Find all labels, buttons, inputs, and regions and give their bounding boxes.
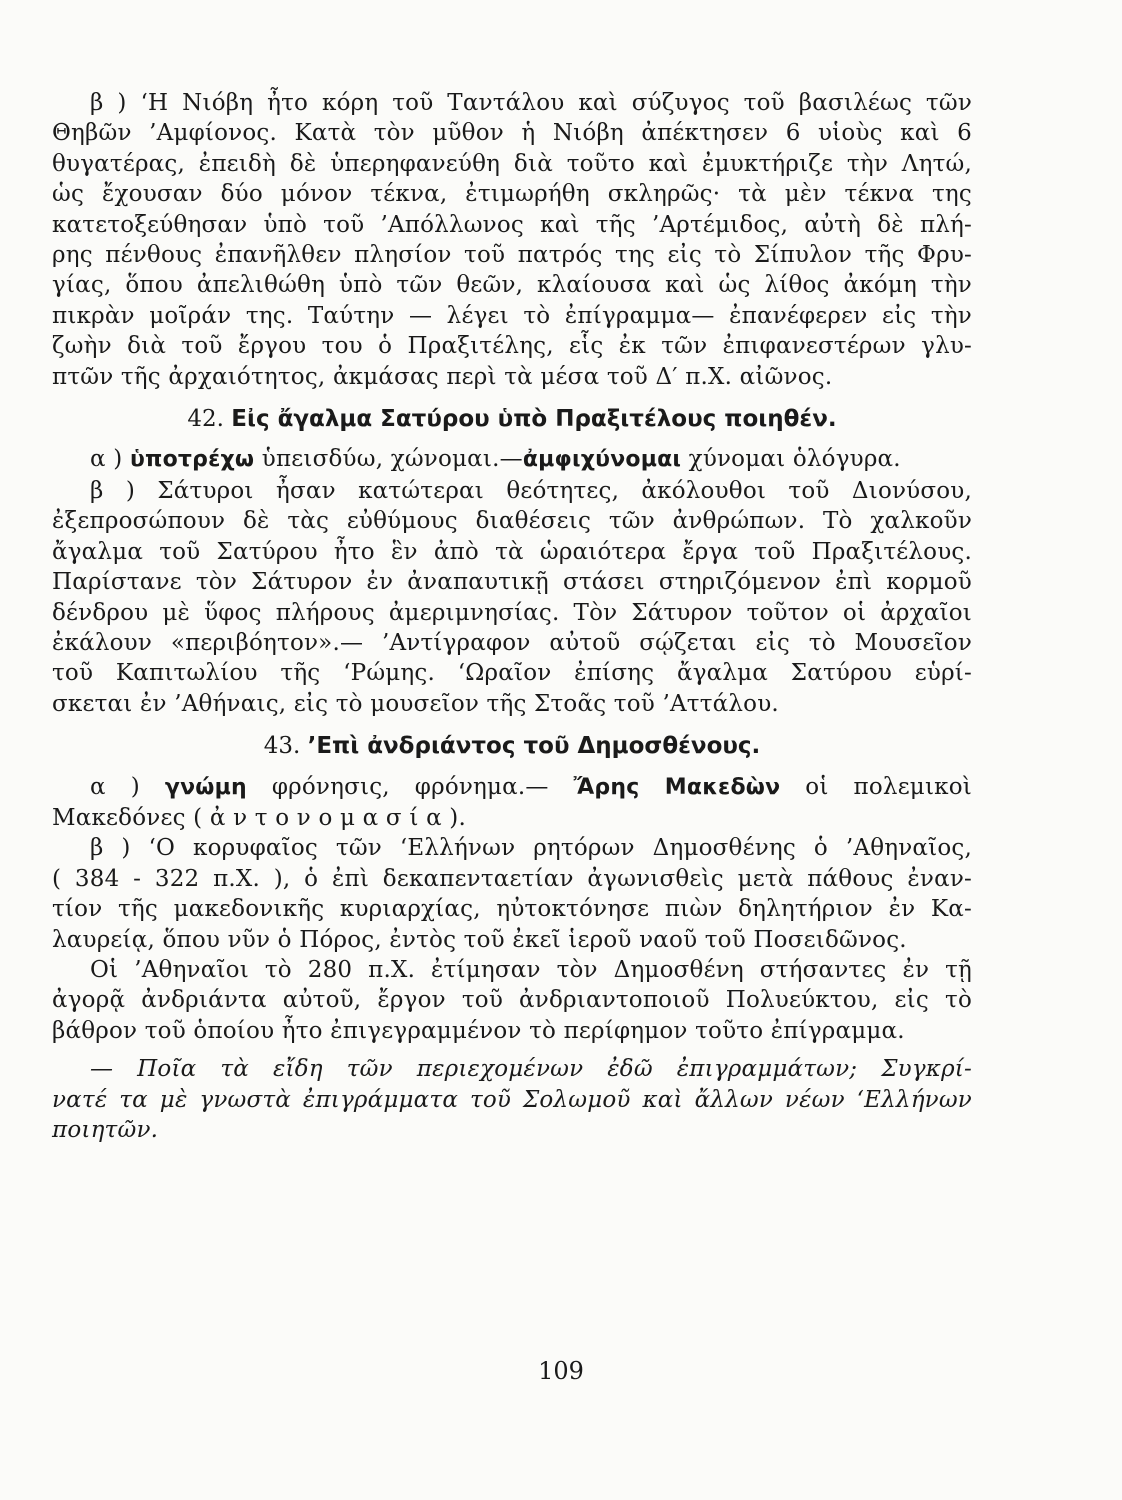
text-line: [52, 598, 972, 628]
text-line: [52, 270, 972, 300]
text-line: [52, 1016, 972, 1046]
bold-term: Ἄρης Μακεδὼν: [573, 774, 781, 800]
heading-title: Εἰς ἄγαλμα Σατύρου ὑπὸ Πραξιτέλους ποιηθέν.: [231, 406, 837, 433]
text-run: πικρὰν μοῖράν της. Ταύτην — λέγει τὸ ἐπίγραμμα— ἐπανέφερεν εἰς τὴν: [52, 302, 972, 329]
text-line: [52, 925, 972, 955]
text-run: θυγατέρας, ἐπειδὴ δὲ ὑπερηφανεύθη διὰ τοῦτο καὶ ἐμυκτήριζε τὴν Λητώ,: [52, 150, 972, 177]
heading-42: [52, 404, 972, 434]
text-line: [52, 331, 972, 361]
text-run: β ) ‘Ο κορυφαῖος τῶν ‘Ελλήνων ρητόρων Δημοσθένης ὁ ’Αθηναῖος,: [90, 835, 972, 862]
text-line: [52, 689, 972, 719]
text-line: [52, 1054, 972, 1084]
text-line: [52, 864, 972, 894]
text-run: χύνομαι ὁλόγυρα.: [681, 446, 901, 473]
text-line: [52, 362, 972, 392]
text-run: β ) Σάτυροι ἦσαν κατώτεραι θεότητες, ἀκόλουθοι τοῦ Διονύσου,: [90, 477, 972, 504]
text-run: νατέ τα μὲ γνωστὰ ἐπιγράμματα τοῦ Σολωμοῦ καὶ ἄλλων νέων ‘Ελλήνων: [52, 1086, 972, 1113]
text-run: Οἱ ’Αθηναῖοι τὸ 280 π.Χ. ἐτίμησαν τὸν Δημοσθένη στήσαντες ἐν τῇ: [90, 956, 972, 983]
text-line: [52, 803, 972, 833]
text-line: [52, 476, 972, 506]
text-run: τοῦ Καπιτωλίου τῆς ‘Ρώμης. ‘Ωραῖον ἐπίσης ἄγαλμα Σατύρου εὑρί-: [52, 660, 972, 687]
text-line: [52, 658, 972, 688]
text-run: λαυρείᾳ, ὅπου νῦν ὁ Πόρος, ἐντὸς τοῦ ἐκεῖ ἱεροῦ ναοῦ τοῦ Ποσειδῶνος.: [52, 926, 907, 953]
page-number: 109: [538, 1357, 584, 1385]
text-run: πτῶν τῆς ἀρχαιότητος, ἀκμάσας περὶ τὰ μέσα τοῦ Δ′ π.Χ. αἰῶνος.: [52, 363, 833, 390]
text-run: ρης πένθους ἐπανῆλθεν πλησίον τοῦ πατρός της εἰς τὸ Σίπυλον τῆς Φρυ-: [52, 242, 972, 269]
text-run: ἐκάλουν «περιβόητον».— ’Αντίγραφον αὐτοῦ σῴζεται εἰς τὸ Μουσεῖον: [52, 629, 972, 656]
text-line: [52, 179, 972, 209]
text-line: [52, 301, 972, 331]
text-run: ἀγορᾷ ἀνδριάντα αὐτοῦ, ἔργον τοῦ ἀνδριαντοποιοῦ Πολυεύκτου, εἰς τὸ: [52, 987, 972, 1014]
heading-title: ’Επὶ ἀνδριάντος τοῦ Δημοσθένους.: [307, 733, 761, 760]
text-run: ὑπεισδύω, χώνομαι.—: [254, 446, 523, 473]
text-run: κατετοξεύθησαν ὑπὸ τοῦ ’Απόλλωνος καὶ τῆς ’Αρτέμιδος, αὐτὴ δὲ πλή-: [52, 211, 972, 238]
text-line: [52, 240, 972, 270]
text-run: βάθρον τοῦ ὁποίου ἦτο ἐπιγεγραμμένον τὸ περίφημον τοῦτο ἐπίγραμμα.: [52, 1017, 905, 1044]
text-run: ποιητῶν.: [52, 1117, 159, 1143]
heading-43: [52, 731, 972, 761]
text-line: [52, 118, 972, 148]
text-run: α ): [90, 773, 165, 800]
heading-number: 43.: [263, 733, 301, 760]
text-line: [52, 506, 972, 536]
text-run: β ) ‘Η Νιόβη ἦτο κόρη τοῦ Ταντάλου καὶ σύζυγος τοῦ βασιλέως τῶν: [90, 90, 972, 116]
text-line: [52, 537, 972, 567]
text-line: [52, 833, 972, 863]
text-line: [52, 985, 972, 1015]
text-run: γίας, ὅπου ἀπελιθώθη ὑπὸ τῶν θεῶν, κλαίουσα καὶ ὡς λίθος ἀκόμη τὴν: [52, 272, 972, 299]
text-run: ζωὴν διὰ τοῦ ἔργου του ὁ Πραξιτέλης, εἷς ἐκ τῶν ἐπιφανεστέρων γλυ-: [52, 333, 972, 360]
text-run: α ): [90, 446, 130, 473]
text-run: ( 384 - 322 π.Χ. ), ὁ ἐπὶ δεκαπενταετίαν ἀγωνισθεὶς μετὰ πάθους ἐναν-: [52, 865, 972, 892]
section-43-paragraph-c: [52, 955, 972, 1046]
text-line: [52, 444, 972, 475]
text-line: [52, 955, 972, 985]
text-run: οἱ πολεμικοὶ: [780, 773, 973, 800]
text-run: Θηβῶν ’Αμφίονος. Κατὰ τὸν μῦθον ἡ Νιόβη ἀπέκτησεν 6 υἱοὺς καὶ 6: [52, 120, 972, 147]
exercise-question: [52, 1054, 972, 1145]
text-run: — Ποῖα τὰ εἴδη τῶν περιεχομένων ἐδῶ ἐπιγραμμάτων; Συγκρί-: [90, 1056, 972, 1083]
section-42-paragraph-b: [52, 476, 972, 719]
text-run: Μακεδόνες ( ἀ ν τ ο ν ο μ α σ ί α ).: [52, 804, 466, 831]
section-42-paragraph-a: [52, 444, 972, 475]
text-run: Παρίστανε τὸν Σάτυρον ἐν ἀναπαυτικῇ στάσει στηριζόμενον ἐπὶ κορμοῦ: [52, 569, 972, 596]
text-run: ἄγαλμα τοῦ Σατύρου ἦτο ἓν ἀπὸ τὰ ὡραιότερα ἔργα τοῦ Πραξιτέλους.: [52, 538, 972, 565]
text-run: δένδρου μὲ ὕφος πλήρους ἀμεριμνησίας. Τὸν Σάτυρον τοῦτον οἱ ἀρχαῖοι: [52, 599, 972, 626]
heading-number: 42.: [187, 406, 224, 433]
section-43-paragraph-b: [52, 833, 972, 955]
text-run: ὡς ἔχουσαν δύο μόνον τέκνα, ἐτιμωρήθη σκληρῶς· τὰ μὲν τέκνα της: [52, 181, 972, 208]
text-line: [52, 149, 972, 179]
text-run: σκεται ἐν ’Αθήναις, εἰς τὸ μουσεῖον τῆς Στοᾶς τοῦ ’Αττάλου.: [52, 690, 779, 717]
section-43-paragraph-a: [52, 772, 972, 834]
text-run: ἐξεπροσώπουν δὲ τὰς εὐθύμους διαθέσεις τῶν ἀνθρώπων. Τὸ χαλκοῦν: [52, 508, 972, 535]
bold-term: ὑποτρέχω: [129, 447, 255, 473]
text-run: τίον τῆς μακεδονικῆς κυριαρχίας, ηὐτοκτόνησε πιὼν δηλητήριον ἐν Κα-: [52, 896, 972, 923]
bold-term: γνώμη: [164, 774, 247, 800]
text-line: [52, 88, 972, 118]
text-line: [52, 1115, 972, 1145]
text-line: [52, 1085, 972, 1115]
text-line: [52, 894, 972, 924]
text-line: [52, 210, 972, 240]
bold-term: ἀμφιχύνομαι: [522, 447, 682, 473]
text-line: [52, 772, 972, 803]
text-line: [52, 567, 972, 597]
text-line: [52, 628, 972, 658]
section-41-paragraph-b: [52, 88, 972, 392]
text-run: φρόνησις, φρόνημα.—: [246, 773, 574, 800]
